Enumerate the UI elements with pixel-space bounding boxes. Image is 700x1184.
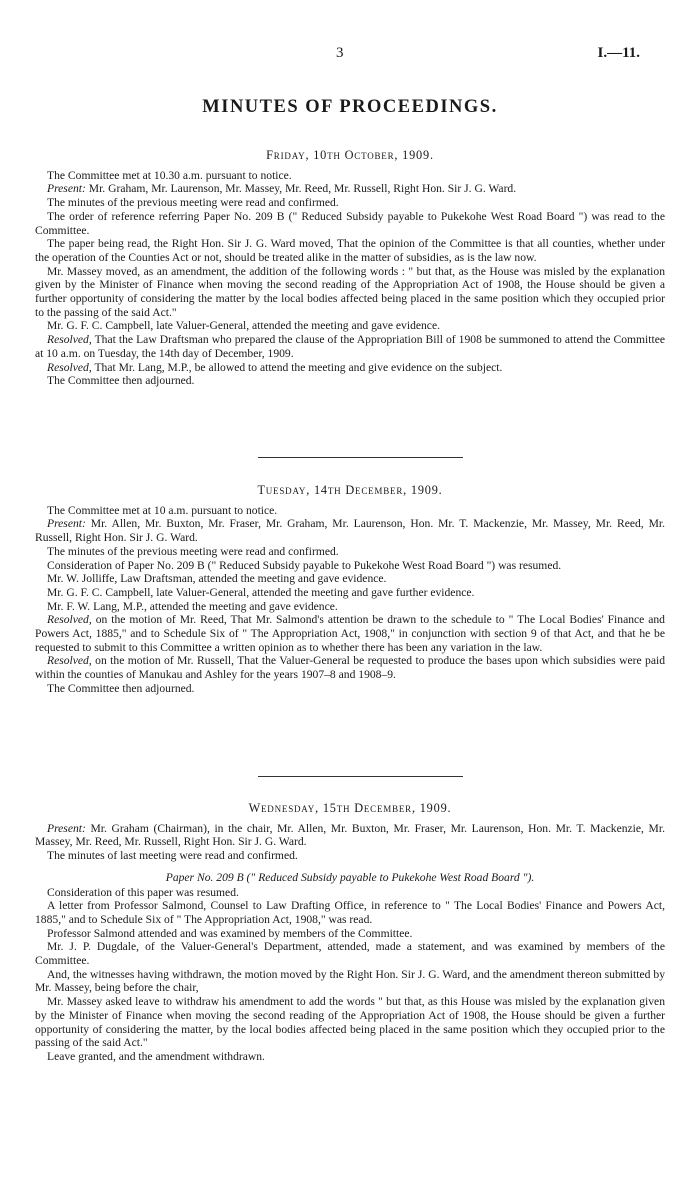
present-paragraph	[35, 517, 665, 544]
paragraph: The order of reference referring Paper No. 209 B (" Reduced Subsidy payable to Pukekohe West Road Board ") was read to the Committee.	[35, 209, 665, 237]
meeting-wednesday	[35, 802, 665, 1064]
page-title: MINUTES OF PROCEEDINGS.	[202, 97, 498, 117]
meeting-friday	[35, 149, 665, 388]
resolved-label: Resolved,	[47, 360, 92, 374]
meeting-date: Friday, 10th October, 1909.	[266, 148, 434, 162]
present-label: Present:	[47, 182, 86, 196]
attendees: Mr. Allen, Mr. Buxton, Mr. Fraser, Mr. Graham, Mr. Laurenson, Hon. Mr. T. Mackenzie, Mr. Massey, Mr. Reed, Mr. Russell, Right Hon. Sir J. G. Ward.	[35, 517, 666, 545]
resolved-label: Resolved,	[47, 613, 92, 627]
page-header	[0, 47, 700, 67]
meeting-date: Wednesday, 15th December, 1909.	[248, 801, 452, 815]
paragraph: The paper being read, the Right Hon. Sir J. G. Ward moved, That the opinion of the Committee is that all counties, whether under the operation of the Counties Act or not, should be treated alike in the matter of subsidies, as is the law now.	[35, 237, 665, 264]
paragraph: Mr. W. Jolliffe, Law Draftsman, attended the meeting and gave evidence.	[47, 572, 387, 586]
paragraph: The Committee then adjourned.	[47, 374, 195, 388]
present-label: Present:	[47, 821, 86, 835]
section-divider	[258, 776, 463, 777]
paragraph: A letter from Professor Salmond, Counsel to Law Drafting Office, in reference to " The Local Bodies' Finance and Powers Act, 1885," and to Schedule Six of " The Appropriation Act, 1908," was read.	[35, 899, 665, 926]
resolution-text: on the motion of Mr. Russell, That the Valuer-General be requested to produce the bases upon which subsidies were paid within the counties of Manukau and Ashley for the years 1907–8 and 1908–9.	[35, 654, 665, 682]
paragraph: Mr. G. F. C. Campbell, late Valuer-General, attended the meeting and gave evidence.	[47, 319, 441, 333]
paragraph: Leave granted, and the amendment withdrawn.	[47, 1049, 265, 1063]
meeting-date: Tuesday, 14th December, 1909.	[257, 483, 443, 497]
page-number: 3	[336, 45, 344, 61]
meeting-tuesday	[35, 484, 665, 696]
paragraph: The minutes of the previous meeting were read and confirmed.	[47, 196, 339, 210]
paragraph: Consideration of this paper was resumed.	[47, 885, 239, 899]
paper-subheading: Paper No. 209 B (" Reduced Subsidy payable to Pukekohe West Road Board ").	[165, 870, 535, 884]
present-paragraph	[35, 822, 665, 849]
present-label: Present:	[47, 517, 86, 531]
paragraph: Mr. G. F. C. Campbell, late Valuer-General, attended the meeting and gave further evidence.	[47, 585, 475, 599]
resolution-paragraph	[35, 361, 665, 375]
paragraph: Mr. J. P. Dugdale, of the Valuer-General's Department, attended, made a statement, and was examined by members of the Committee.	[35, 940, 665, 968]
paragraph: Professor Salmond attended and was examined by members of the Committee.	[47, 926, 413, 940]
resolution-text: That the Law Draftsman who prepared the clause of the Appropriation Bill of 1908 be summoned to attend the Committee at 10 a.m. on Tuesday, the 14th day of December, 1909.	[35, 333, 665, 360]
paragraph: Consideration of Paper No. 209 B (" Reduced Subsidy payable to Pukekohe West Road Board ") was resumed.	[47, 558, 562, 572]
resolution-text: That Mr. Lang, M.P., be allowed to attend the meeting and give evidence on the subject.	[94, 360, 503, 374]
paragraph: The minutes of last meeting were read and confirmed.	[47, 849, 298, 863]
section-divider	[258, 457, 463, 458]
resolution-text: on the motion of Mr. Reed, That Mr. Salmond's attention be drawn to the schedule to " The Local Bodies' Finance and Powers Act, 1885," and to Schedule Six of " The Appropriation Act, 1908," in conjunction with section 9 of that Act, and that he be requested to submit to this Committee a written opinion as to whether there has been any variation in the law.	[35, 613, 665, 654]
attendees: Mr. Graham, Mr. Laurenson, Mr. Massey, Mr. Reed, Mr. Russell, Right Hon. Sir J. G. Ward.	[88, 182, 517, 196]
paragraph: The Committee then adjourned.	[47, 681, 195, 695]
attendees: Mr. Graham (Chairman), in the chair, Mr. Allen, Mr. Buxton, Mr. Fraser, Mr. Laurenson, Hon. Mr. T. Mackenzie, Mr. Massey, Mr. Reed, Mr. Russell, Right Hon. Sir J. G. Ward.	[35, 821, 665, 849]
paragraph: Mr. Massey asked leave to withdraw his amendment to add the words " but that, as this House was misled by the explanation given by the Minister of Finance when moving the second reading of the Appropriation Act of 1908, the House should be given a further opportunity of considering the matter, by the local bodies affected being placed in the same position which they occupied prior to the passing of the said Act."	[35, 995, 665, 1050]
resolution-paragraph	[35, 654, 665, 681]
resolved-label: Resolved,	[47, 333, 92, 347]
paragraph: And, the witnesses having withdrawn, the motion moved by the Right Hon. Sir J. G. Ward, and the amendment thereon submitted by Mr. Massey, being before the chair,	[35, 967, 665, 995]
paragraph: The Committee met at 10.30 a.m. pursuant to notice.	[47, 168, 292, 182]
resolution-paragraph	[35, 613, 665, 654]
document-reference: I.—11.	[597, 45, 640, 61]
resolution-paragraph	[35, 333, 665, 360]
paragraph: Mr. Massey moved, as an amendment, the addition of the following words : " but that, as the House was misled by the explanation given by the Minister of Finance when moving the second reading of the Appropriation Act of 1908, the House should be given a further opportunity of considering the matter by the local bodies affected being placed in the same position which they occupied prior to the passing of the said Act."	[35, 264, 665, 319]
paragraph: The Committee met at 10 a.m. pursuant to notice.	[47, 503, 278, 517]
paragraph: Mr. F. W. Lang, M.P., attended the meeting and gave evidence.	[47, 599, 338, 613]
paragraph: The minutes of the previous meeting were read and confirmed.	[47, 544, 339, 558]
resolved-label: Resolved,	[47, 654, 92, 668]
present-paragraph	[35, 182, 665, 196]
